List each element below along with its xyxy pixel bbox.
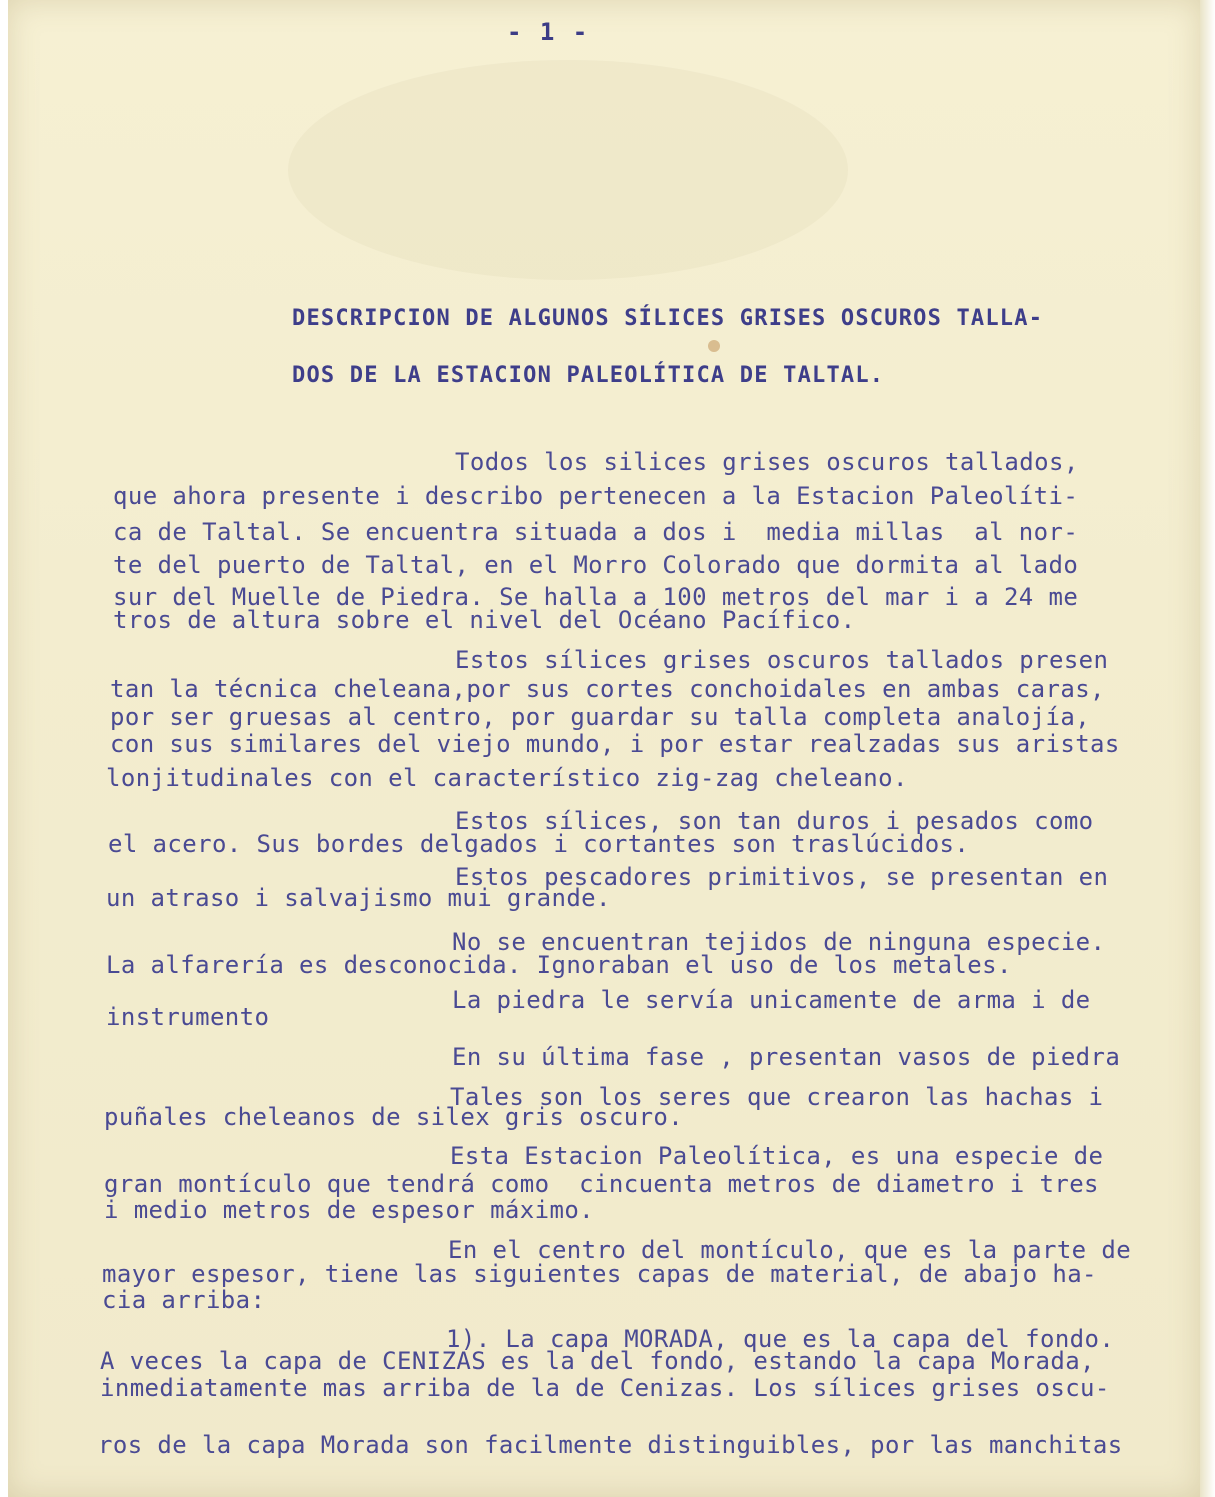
text-line: Tales son los seres que crearon las hachas i: [450, 1083, 1104, 1111]
text-line: Estos sílices grises oscuros tallados presen: [455, 646, 1109, 674]
text-line: i medio metros de espesor máximo.: [104, 1196, 595, 1224]
page-number: - 1 -: [507, 18, 590, 46]
text-line: tros de altura sobre el nivel del Océano Pacífico.: [113, 606, 856, 634]
paper-stain: [288, 60, 848, 280]
text-line: que ahora presente i describo pertenecen a la Estacion Paleolíti-: [113, 482, 1079, 510]
text-line: En su última fase , presentan vasos de piedra: [452, 1043, 1121, 1071]
text-line: 1). La capa MORADA, que es la capa del fondo.: [446, 1325, 1115, 1353]
document-title-line-1: DESCRIPCION DE ALGUNOS SÍLICES GRISES OSCUROS TALLA-: [292, 306, 1044, 331]
text-line: No se encuentran tejidos de ninguna especie.: [452, 928, 1106, 956]
text-line: cia arriba:: [102, 1286, 266, 1314]
text-line: por ser gruesas al centro, por guardar su talla completa analojía,: [110, 703, 1091, 731]
text-line: Estos pescadores primitivos, se presentan en: [455, 863, 1109, 891]
text-line: puñales cheleanos de silex gris oscuro.: [104, 1103, 684, 1131]
text-line: instrumento: [106, 1003, 270, 1031]
text-line: En el centro del montículo, que es la parte de: [448, 1236, 1132, 1264]
document-title-line-2: DOS DE LA ESTACION PALEOLÍTICA DE TALTAL.: [292, 363, 885, 388]
text-line: tan la técnica cheleana,por sus cortes conchoidales en ambas caras,: [110, 675, 1105, 703]
text-line: un atraso i salvajismo mui grande.: [106, 884, 611, 912]
text-line: ca de Taltal. Se encuentra situada a dos i media millas al nor-: [113, 518, 1079, 546]
text-line: el acero. Sus bordes delgados i cortantes son traslúcidos.: [108, 830, 970, 858]
text-line: A veces la capa de CENIZAS es la del fondo, estando la capa Morada,: [100, 1347, 1095, 1375]
text-line: con sus similares del viejo mundo, i por estar realzadas sus aristas: [110, 730, 1120, 758]
text-line: La alfarería es desconocida. Ignoraban el uso de los metales.: [106, 951, 1012, 979]
text-line: La piedra le servía unicamente de arma i de: [452, 986, 1091, 1014]
paper-spot: [708, 340, 720, 352]
text-line: sur del Muelle de Piedra. Se halla a 100 metros del mar i a 24 me: [113, 583, 1079, 611]
text-line: lonjitudinales con el característico zig-zag cheleano.: [106, 764, 908, 792]
text-line: te del puerto de Taltal, en el Morro Colorado que dormita al lado: [113, 551, 1079, 579]
text-line: inmediatamente mas arriba de la de Cenizas. Los sílices grises oscu-: [100, 1374, 1110, 1402]
text-line: Todos los silices grises oscuros tallados,: [455, 448, 1079, 476]
text-line: ros de la capa Morada son facilmente distinguibles, por las manchitas: [98, 1431, 1123, 1459]
page-edge: [1200, 0, 1215, 1497]
text-line: mayor espesor, tiene las siguientes capas de material, de abajo ha-: [102, 1260, 1097, 1288]
text-line: gran montículo que tendrá como cincuenta metros de diametro i tres: [104, 1170, 1099, 1198]
text-line: Estos sílices, son tan duros i pesados como: [455, 807, 1094, 835]
text-line: Esta Estacion Paleolítica, es una especie de: [450, 1142, 1104, 1170]
